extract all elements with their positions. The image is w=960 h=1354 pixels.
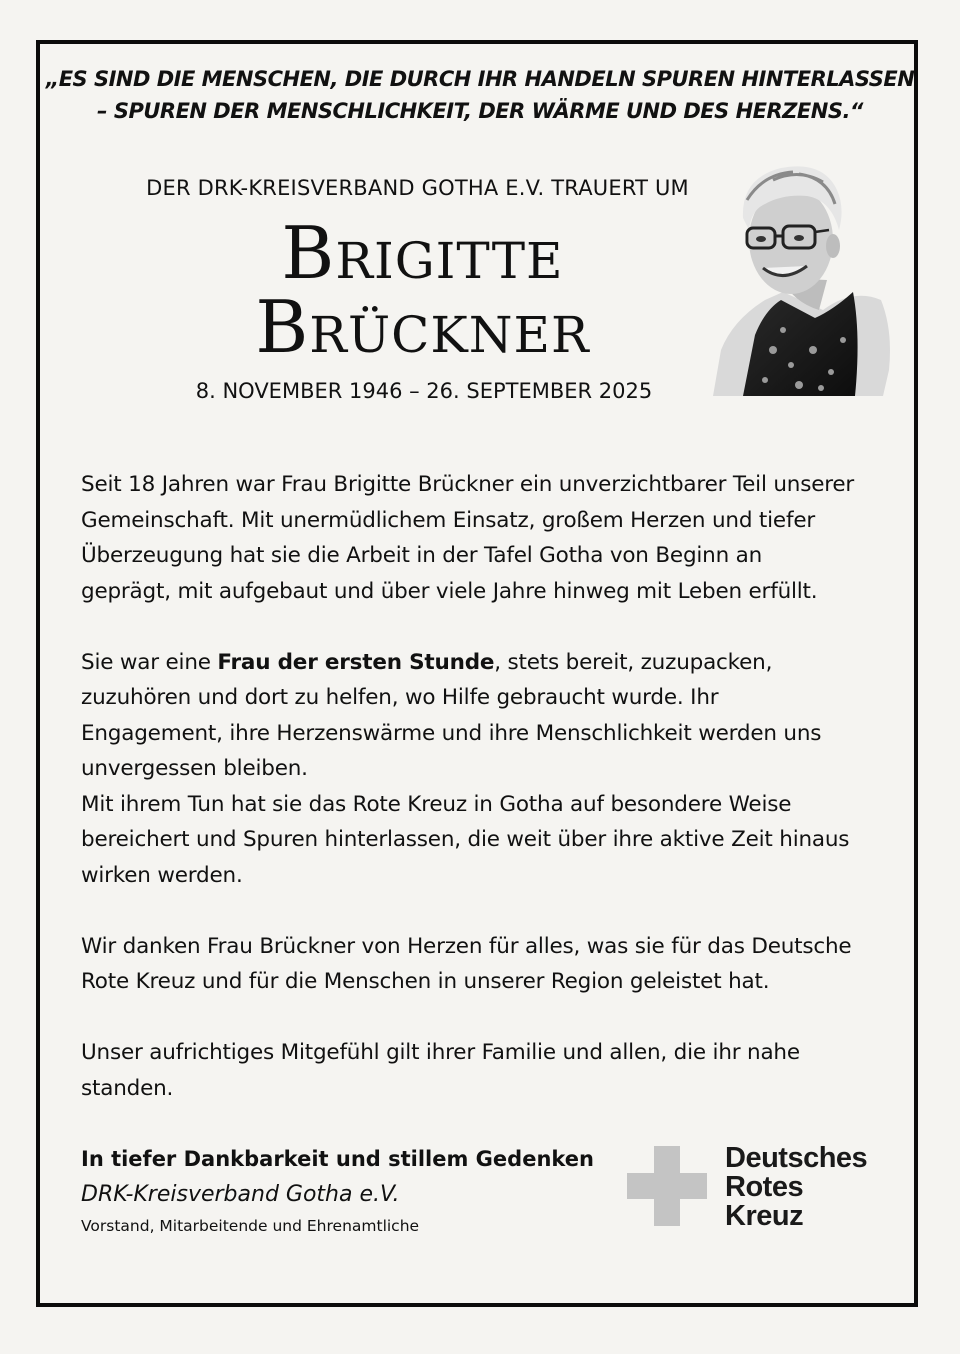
- signatories: Vorstand, Mitarbeitende und Ehrenamtliche: [81, 1217, 420, 1235]
- text-line: geprägt, mit aufgebaut und über viele Jahre hinweg mit Leben erfüllt.: [81, 578, 818, 604]
- paragraph-1: [81, 467, 891, 609]
- deceased-first-name: Brigitte: [281, 211, 564, 295]
- text-line: Engagement, ihre Herzenswärme und ihre Menschlichkeit werden uns: [81, 720, 822, 746]
- text-line: Sie war eine: [81, 649, 218, 675]
- closing-phrase: In tiefer Dankbarkeit und stillem Gedenken: [81, 1147, 594, 1171]
- highlight-phrase: Frau der ersten Stunde: [217, 649, 495, 675]
- paragraph-5: [81, 1035, 891, 1106]
- text-line: Mit ihrem Tun hat sie das Rote Kreuz in Gotha auf besondere Weise: [81, 791, 792, 817]
- text-line: Wir danken Frau Brückner von Herzen für alles, was sie für das Deutsche: [81, 933, 852, 959]
- logo-wordmark: [725, 1144, 867, 1231]
- text-line: Seit 18 Jahren war Frau Brigitte Brückner ein unverzichtbarer Teil unserer: [81, 472, 855, 497]
- text-line: Unser aufrichtiges Mitgefühl gilt ihrer Familie und allen, die ihr nahe: [81, 1040, 800, 1065]
- drk-logo: [627, 1144, 897, 1234]
- paragraph-4: [81, 929, 891, 1000]
- mourning-announcement: DER DRK-KREISVERBAND GOTHA E.V. TRAUERT UM: [146, 176, 689, 200]
- text-line: Gemeinschaft. Mit unermüdlichem Einsatz, großem Herzen und tiefer: [81, 507, 815, 533]
- obituary-text: [81, 467, 891, 1106]
- text-line: zuzuhören und dort zu helfen, wo Hilfe gebraucht wurde. Ihr: [81, 685, 719, 710]
- text-line: wirken werden.: [81, 862, 243, 888]
- quote-line-1: „ES SIND DIE MENSCHEN, DIE DURCH IHR HANDELN SPUREN HINTERLASSEN: [45, 67, 915, 91]
- logo-line-3: Kreuz: [725, 1200, 804, 1232]
- deceased-last-name: Brückner: [255, 285, 590, 369]
- text-line: Überzeugung hat sie die Arbeit in der Tafel Gotha von Beginn an: [81, 543, 763, 568]
- text-line: unvergessen bleiben.: [81, 756, 308, 781]
- paragraph-2: [81, 645, 891, 894]
- red-cross-icon: [627, 1146, 707, 1226]
- text-line: standen.: [81, 1075, 174, 1101]
- logo-line-2: Rotes: [725, 1171, 804, 1203]
- epigraph-quote: [0, 63, 960, 127]
- organization-name: DRK-Kreisverband Gotha e.V.: [81, 1182, 400, 1207]
- text-line: Rote Kreuz und für die Menschen in unserer Region geleistet hat.: [81, 969, 770, 994]
- signature-block: [81, 1141, 621, 1239]
- text-line: , stets bereit, zuzupacken,: [494, 649, 773, 675]
- text-line: bereichert und Spuren hinterlassen, die weit über ihre aktive Zeit hinaus: [81, 827, 850, 852]
- portrait-photo-icon: [703, 160, 893, 396]
- life-dates: 8. NOVEMBER 1946 – 26. SEPTEMBER 2025: [195, 379, 653, 403]
- logo-line-1: Deutsches: [725, 1142, 868, 1174]
- quote-line-2: – SPUREN DER MENSCHLICHKEIT, DER WÄRME UND DES HERZENS.“: [97, 99, 863, 123]
